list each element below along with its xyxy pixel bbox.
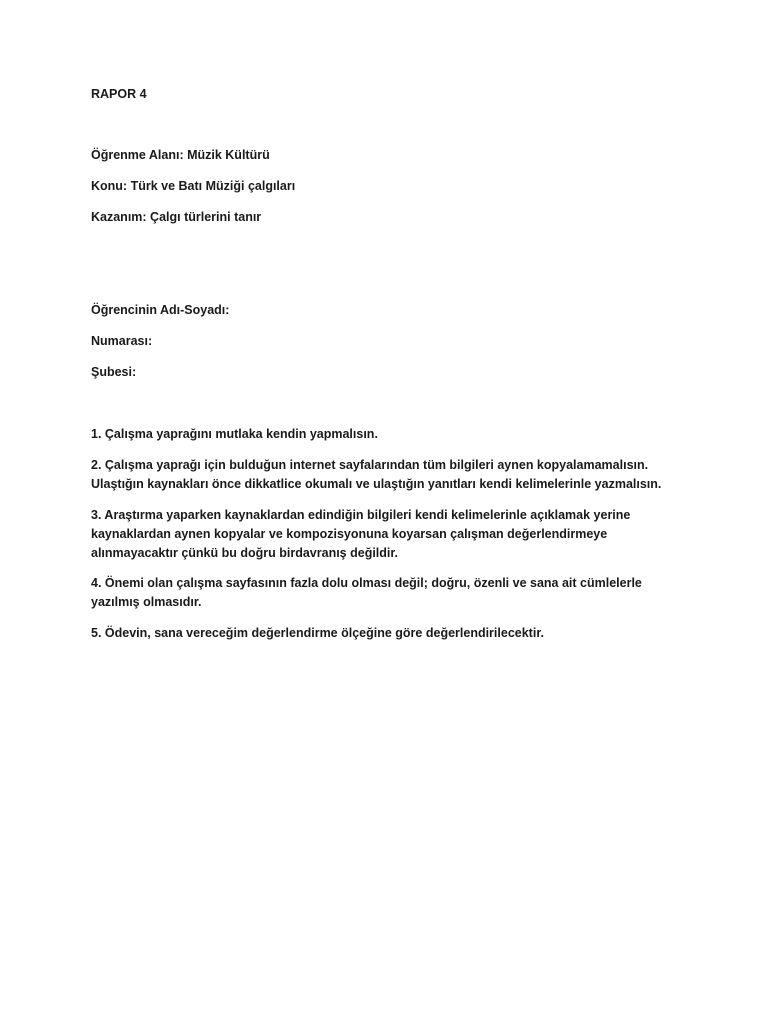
topic: Konu: Türk ve Batı Müziği çalgıları [91, 179, 296, 193]
student-name-label: Öğrencinin Adı-Soyadı: [91, 303, 230, 317]
rule-line: 4. Önemi olan çalışma sayfasının fazla dolu olması değil; doğru, özenli ve sana ait cümlelerle [91, 576, 642, 590]
rule-3 [91, 506, 691, 563]
learning-area: Öğrenme Alanı: Müzik Kültürü [91, 148, 270, 162]
achievement: Kazanım: Çalgı türlerini tanır [91, 210, 262, 224]
rule-5 [91, 624, 691, 643]
rule-1 [91, 425, 691, 444]
report-title: RAPOR 4 [91, 87, 147, 101]
rule-line: kaynaklardan aynen kopyalar ve kompozisyonuna koyarsan çalışman değerlendirmeye [91, 527, 608, 541]
rule-line: 2. Çalışma yaprağı için bulduğun internet sayfalarından tüm bilgileri aynen kopyalamamalısın. [91, 458, 649, 472]
rule-2 [91, 456, 691, 494]
rule-line: alınmayacaktır çünkü bu doğru birdavranış değildir. [91, 546, 399, 560]
student-class-label: Şubesi: [91, 365, 137, 379]
rule-line: 5. Ödevin, sana vereceğim değerlendirme ölçeğine göre değerlendirilecektir. [91, 626, 544, 640]
rule-line: Ulaştığın kaynakları önce dikkatlice okumalı ve ulaştığın yanıtları kendi kelimelerinle yazmalısın. [91, 477, 662, 491]
student-number-label: Numarası: [91, 334, 153, 348]
rule-line: yazılmış olmasıdır. [91, 595, 202, 609]
rule-4 [91, 574, 691, 612]
rule-line: 1. Çalışma yaprağını mutlaka kendin yapmalısın. [91, 427, 378, 441]
rule-line: 3. Araştırma yaparken kaynaklardan edindiğin bilgileri kendi kelimelerinle açıklamak yerine [91, 508, 631, 522]
